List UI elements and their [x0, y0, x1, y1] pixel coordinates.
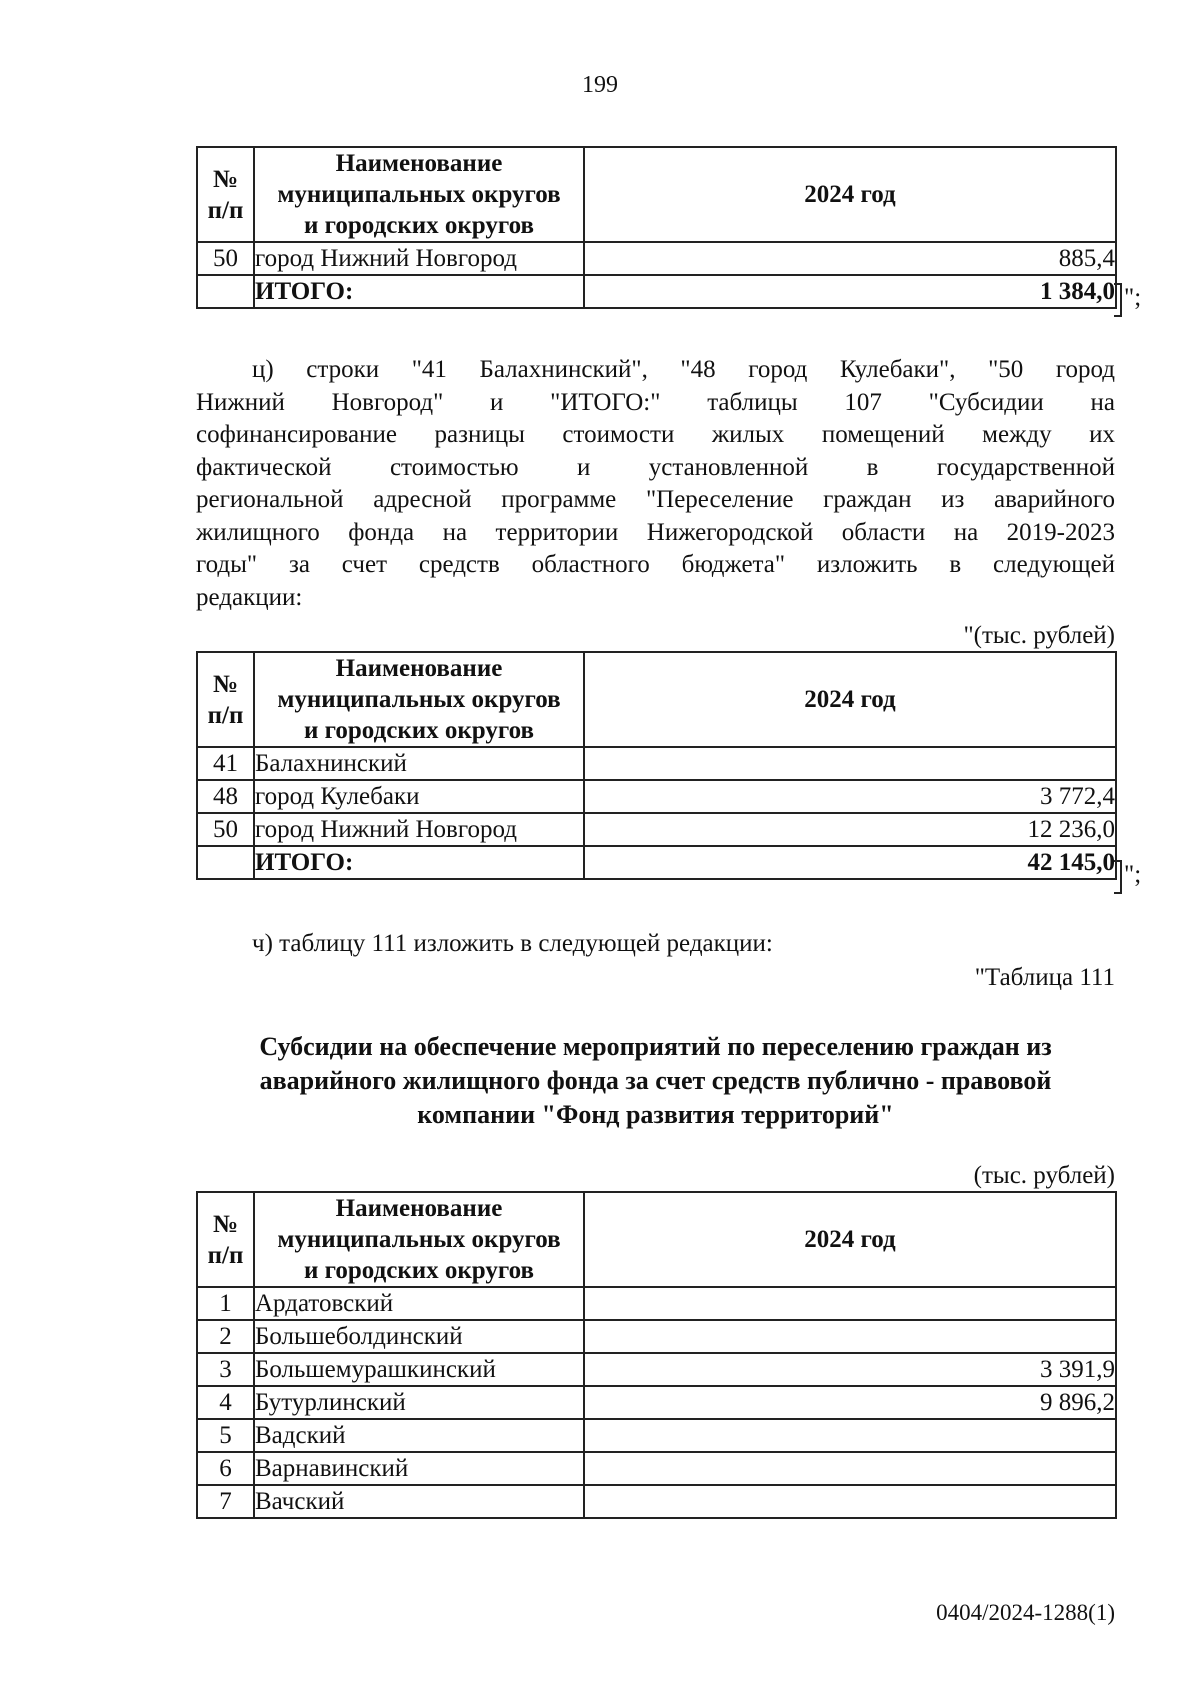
row-name: Большеболдинский — [254, 1320, 584, 1353]
total-row — [197, 846, 1116, 879]
table-a — [196, 146, 1117, 309]
table-header-row — [197, 147, 1116, 242]
header-num: № п/п — [197, 1192, 254, 1287]
header-year: 2024 год — [584, 1192, 1116, 1287]
row-name: город Нижний Новгород — [254, 813, 584, 846]
header-num: № п/п — [197, 147, 254, 242]
document-code: 0404/2024-1288(1) — [936, 1600, 1115, 1625]
row-name: Вачский — [254, 1485, 584, 1518]
row-value — [584, 1287, 1116, 1320]
header-name: Наименование муниципальных округов и городских округов — [254, 1192, 584, 1287]
header-num: № п/п — [197, 652, 254, 747]
row-number: 3 — [197, 1353, 254, 1386]
row-number: 6 — [197, 1452, 254, 1485]
row-value: 3 772,4 — [584, 780, 1116, 813]
table-row — [197, 780, 1116, 813]
paragraph-line: региональной адресной программе "Переселение граждан из аварийного — [196, 486, 1115, 513]
closing-box — [1114, 860, 1122, 894]
row-value: 9 896,2 — [584, 1386, 1116, 1419]
table-row — [197, 1320, 1116, 1353]
row-number: 5 — [197, 1419, 254, 1452]
table-row — [197, 1353, 1116, 1386]
paragraph-ts — [196, 354, 1115, 614]
closing-quote: "; — [1124, 284, 1142, 311]
paragraph-line: ц) строки "41 Балахнинский", "48 город Кулебаки", "50 город — [252, 356, 1115, 383]
table-row — [197, 1287, 1116, 1320]
total-label: ИТОГО: — [254, 846, 584, 879]
row-name: Ардатовский — [254, 1287, 584, 1320]
table-heading: Субсидии на обеспечение мероприятий по переселению граждан из аварийного жилищного фонда за счет средств публично - правовой компании "Фонд развития территорий" — [259, 1032, 1052, 1129]
total-row — [197, 275, 1116, 308]
table-row — [197, 1452, 1116, 1485]
row-name: город Нижний Новгород — [254, 242, 584, 275]
total-value: 1 384,0 — [584, 275, 1116, 308]
total-label: ИТОГО: — [254, 275, 584, 308]
row-number: 50 — [197, 813, 254, 846]
table-b — [196, 651, 1117, 880]
total-value: 42 145,0 — [584, 846, 1116, 879]
row-name: Варнавинский — [254, 1452, 584, 1485]
row-value — [584, 747, 1116, 780]
row-value — [584, 1320, 1116, 1353]
paragraph-ch: ч) таблицу 111 изложить в следующей редакции: — [252, 930, 773, 957]
paragraph-line: фактической стоимостью и установленной в государственной — [196, 453, 1115, 481]
table-header-row — [197, 1192, 1116, 1287]
units-label: "(тыс. рублей) — [963, 622, 1115, 649]
page-number: 199 — [582, 72, 618, 98]
row-value: 12 236,0 — [584, 813, 1116, 846]
header-year: 2024 год — [584, 147, 1116, 242]
paragraph-line: Нижний Новгород" и "ИТОГО:" таблицы 107 "Субсидии на — [196, 388, 1115, 416]
row-value — [584, 1452, 1116, 1485]
table-label: "Таблица 111 — [974, 964, 1115, 991]
table-row — [197, 242, 1116, 275]
table-row — [197, 1386, 1116, 1419]
row-number: 7 — [197, 1485, 254, 1518]
table-row — [197, 1485, 1116, 1518]
units-label: (тыс. рублей) — [973, 1162, 1115, 1189]
paragraph-line: софинансирование разницы стоимости жилых помещений между их — [196, 421, 1115, 448]
closing-quote: "; — [1124, 861, 1142, 888]
row-name: Большемурашкинский — [254, 1353, 584, 1386]
row-value — [584, 1419, 1116, 1452]
row-name: город Кулебаки — [254, 780, 584, 813]
table-header-row — [197, 652, 1116, 747]
table-row — [197, 747, 1116, 780]
header-name: Наименование муниципальных округов и городских округов — [254, 147, 584, 242]
closing-box — [1114, 283, 1122, 317]
table-row — [197, 1419, 1116, 1452]
row-number: 1 — [197, 1287, 254, 1320]
header-year: 2024 год — [584, 652, 1116, 747]
row-number: 48 — [197, 780, 254, 813]
row-name: Балахнинский — [254, 747, 584, 780]
table-row — [197, 813, 1116, 846]
row-number: 4 — [197, 1386, 254, 1419]
header-name: Наименование муниципальных округов и городских округов — [254, 652, 584, 747]
paragraph-line: жилищного фонда на территории Нижегородской области на 2019-2023 — [196, 518, 1115, 546]
row-name: Вадский — [254, 1419, 584, 1452]
row-number: 41 — [197, 747, 254, 780]
row-number: 50 — [197, 242, 254, 275]
row-name: Бутурлинский — [254, 1386, 584, 1419]
row-value — [584, 1485, 1116, 1518]
paragraph-line: годы" за счет средств областного бюджета" изложить в следующей — [196, 551, 1115, 578]
row-number: 2 — [197, 1320, 254, 1353]
row-value: 3 391,9 — [584, 1353, 1116, 1386]
row-value: 885,4 — [584, 242, 1116, 275]
table-c — [196, 1191, 1117, 1519]
paragraph-line: редакции: — [196, 583, 303, 611]
